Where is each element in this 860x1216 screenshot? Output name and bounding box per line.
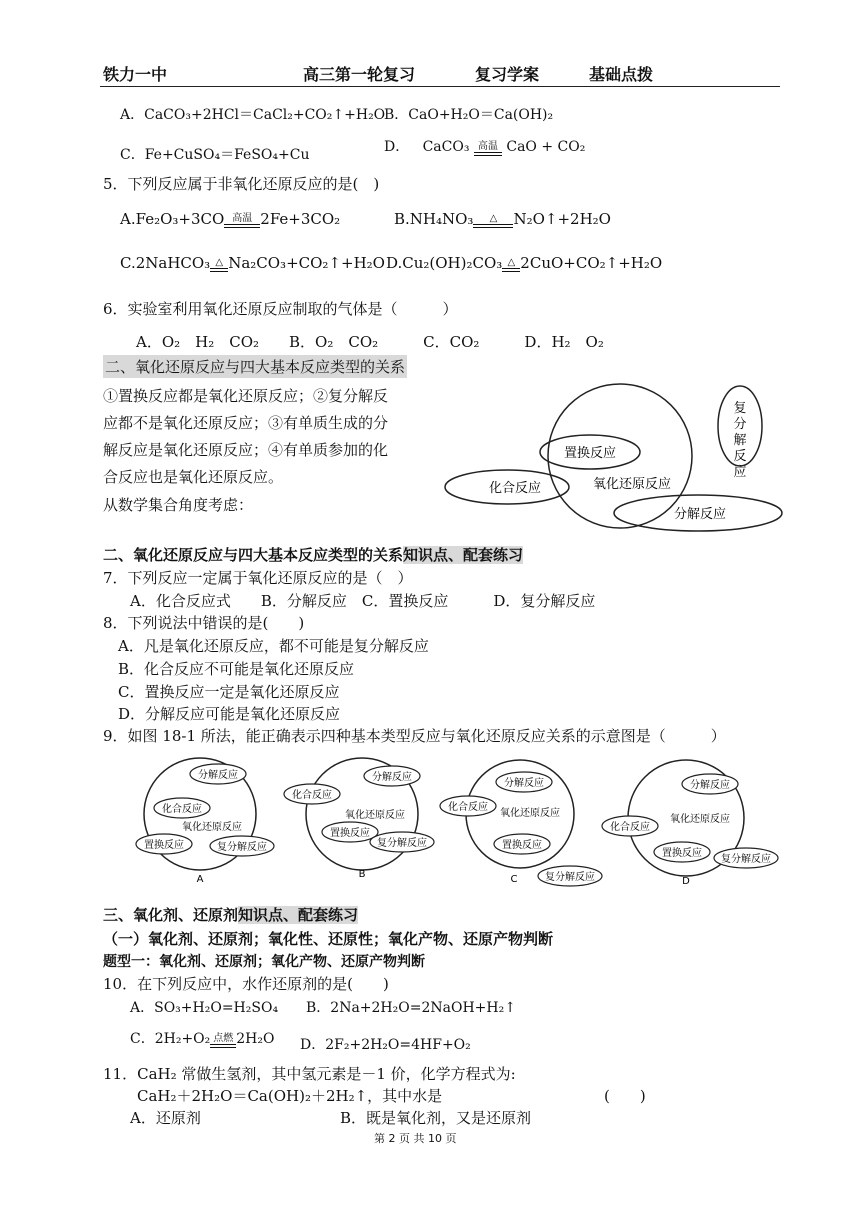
svg-text:氧化还原反应: 氧化还原反应 [670,814,730,825]
svg-text:复分解反应: 复分解反应 [377,838,427,849]
q5-option-c: C.2NaHCO₃ △ Na₂CO₃+CO₂↑+H₂O [120,254,385,272]
q9-stem: 9．如图 18-1 所法，能正确表示四种基本类型反应与氧化还原反应关系的示意图是（ ） [103,727,726,745]
combine-label: 化合反应 [488,481,542,496]
q5-stem: 5．下列反应属于非氧化还原反应的是( ) [103,175,380,193]
header-kind: 复习学案 [475,65,540,84]
q6-options: A．O₂ H₂ CO₂ B．O₂ CO₂ C．CO₂ D．H₂ O₂ [136,333,604,351]
svg-text:解: 解 [733,433,747,448]
svg-text:复分解反应: 复分解反应 [545,872,595,883]
q7-options: A．化合反应式 B．分解反应 C．置换反应 D．复分解反应 [130,592,596,610]
q10-stem: 10．在下列反应中，水作还原剂的是( ) [103,975,389,993]
section2-intro-line-1: ①置换反应都是氧化还原反应；②复分解反 [103,387,389,405]
q11-stem: 11．CaH₂ 常做生氢剂，其中氢元素是－1 价，化学方程式为: [103,1065,516,1083]
svg-text:分解反应: 分解反应 [504,778,544,789]
svg-text:置换反应: 置换反应 [502,840,542,851]
q9-figure-d [602,760,778,887]
svg-text:置换反应: 置换反应 [330,828,370,839]
q4-option-a: A．CaCO₃+2HCl＝CaCl₂+CO₂↑+H₂O [120,107,386,123]
q11-answer-paren: ( ) [604,1087,646,1105]
section2-intro-title: 二、氧化还原反应与四大基本反应类型的关系 [103,355,407,378]
q9-figure-a [136,758,274,885]
header-rule [100,86,780,87]
svg-text:分解反应: 分解反应 [690,780,730,791]
q10-option-c: C．2H₂+O₂ 点燃 2H₂O [130,1031,275,1047]
q8-option-a: A．凡是氧化还原反应，都不可能是复分解反应 [118,637,429,655]
svg-text:应: 应 [733,465,747,480]
q8-option-b: B．化合反应不可能是氧化还原反应 [118,660,355,678]
svg-text:B: B [358,869,366,880]
svg-text:化合反应: 化合反应 [292,790,332,801]
q9-figure-c [440,760,602,886]
header-course: 高三第一轮复习 [303,65,416,84]
svg-text:C: C [510,874,518,885]
svg-text:D: D [682,876,690,887]
q4-option-d: D． CaCO₃ 高温 CaO + CO₂ [384,139,586,155]
redox-label: 氧化还原反应 [592,477,672,492]
section3-subtitle: （一）氧化剂、还原剂；氧化性、还原性；氧化产物、还原产物判断 [103,930,554,948]
q6-stem: 6．实验室利用氧化还原反应制取的气体是（ ） [103,300,458,318]
q8-option-d: D．分解反应可能是氧化还原反应 [118,705,341,723]
q9-figures [130,752,780,892]
page-number: 第 2 页 共 10 页 [374,1132,457,1145]
reaction-set-diagram [440,382,785,538]
svg-text:化合反应: 化合反应 [610,822,650,833]
section2-title: 二、氧化还原反应与四大基本反应类型的关系知识点、配套练习 [103,546,524,564]
svg-text:分解反应: 分解反应 [372,772,412,783]
svg-text:化合反应: 化合反应 [162,804,202,815]
header-school: 铁力一中 [103,65,168,84]
q4-option-b: B．CaO+H₂O＝Ca(OH)₂ [384,107,554,123]
svg-text:复: 复 [733,401,747,416]
svg-text:复分解反应: 复分解反应 [721,854,771,865]
svg-text:分: 分 [733,417,747,432]
svg-text:氧化还原反应: 氧化还原反应 [500,808,560,819]
q5-option-a: A.Fe₂O₃+3CO 高温 2Fe+3CO₂ [120,210,341,228]
q10-option-b: B．2Na+2H₂O=2NaOH+H₂↑ [306,1000,516,1016]
section2-intro-line-4: 合反应也是氧化还原反应。 [103,468,284,486]
decompose-label: 分解反应 [673,507,727,522]
svg-text:置换反应: 置换反应 [662,848,702,859]
q9-figure-b [284,758,434,880]
section3-title: 三、氧化剂、还原剂知识点、配套练习 [103,906,359,924]
header-topic: 基础点拨 [589,65,654,84]
svg-text:A: A [196,874,204,885]
q11-option-a: A．还原剂 [130,1109,201,1127]
svg-text:氧化还原反应: 氧化还原反应 [182,822,242,833]
q5-option-d: D.Cu₂(OH)₂CO₃ △ 2CuO+CO₂↑+H₂O [386,254,663,272]
section3-type1: 题型一：氧化剂、还原剂；氧化产物、还原产物判断 [103,954,425,970]
q5-option-b: B.NH₄NO₃ △ N₂O↑+2H₂O [394,210,611,228]
q10-option-a: A．SO₃+H₂O=H₂SO₄ [130,1000,279,1016]
section2-intro-line-2: 应都不是氧化还原反应；③有单质生成的分 [103,414,389,432]
q8-option-c: C．置换反应一定是氧化还原反应 [118,683,340,701]
q4-option-c: C．Fe+CuSO₄＝FeSO₄+Cu [120,147,310,163]
q8-stem: 8．下列说法中错误的是( ) [103,614,305,632]
q11-option-b: B．既是氧化剂，又是还原剂 [340,1109,532,1127]
svg-text:分解反应: 分解反应 [198,770,238,781]
svg-text:氧化还原反应: 氧化还原反应 [345,810,405,821]
section2-intro-line-5: 从数学集合角度考虑： [103,496,254,514]
q11-equation: CaH₂＋2H₂O＝Ca(OH)₂＋2H₂↑，其中水是 [137,1087,443,1105]
svg-text:反: 反 [733,449,747,464]
q10-option-d: D．2F₂+2H₂O=4HF+O₂ [300,1037,471,1053]
svg-text:置换反应: 置换反应 [144,840,184,851]
replace-label: 置换反应 [563,446,617,461]
section2-intro-line-3: 解反应是氧化还原反应；④有单质参加的化 [103,441,389,459]
svg-text:化合反应: 化合反应 [448,802,488,813]
svg-text:复分解反应: 复分解反应 [217,842,267,853]
q7-stem: 7．下列反应一定属于氧化还原反应的是（ ） [103,569,413,587]
